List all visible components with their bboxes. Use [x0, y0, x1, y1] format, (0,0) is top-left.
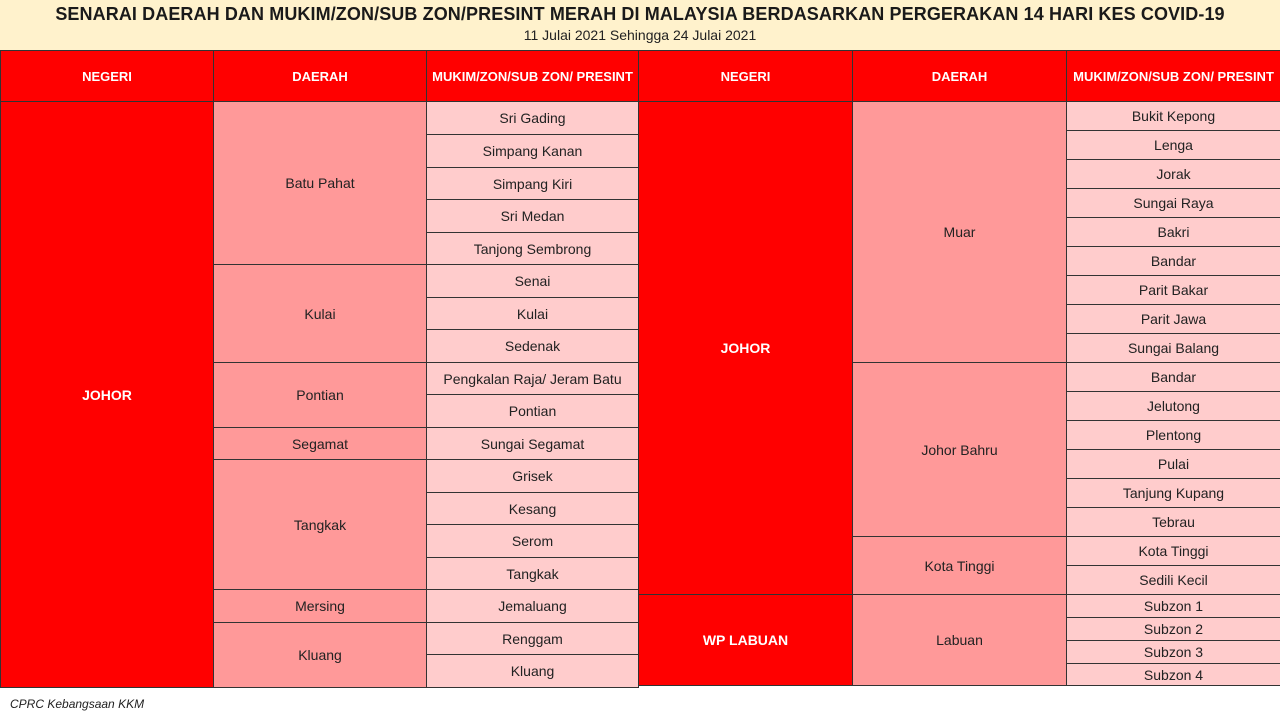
- mukim-cell: Parit Bakar: [1067, 276, 1280, 305]
- mukim-cell: Subzon 4: [1067, 664, 1280, 686]
- daerah-cell: Tangkak: [214, 460, 427, 590]
- mukim-cell: Kluang: [427, 655, 639, 688]
- header-negeri: NEGERI: [1, 51, 214, 102]
- mukim-cell: Bandar: [1067, 247, 1280, 276]
- mukim-cell: Tanjung Kupang: [1067, 479, 1280, 508]
- daerah-cell: Batu Pahat: [214, 102, 427, 265]
- mukim-cell: Kota Tinggi: [1067, 537, 1280, 566]
- header-negeri: NEGERI: [639, 51, 853, 102]
- mukim-cell: Jemaluang: [427, 590, 639, 623]
- mukim-cell: Pontian: [427, 395, 639, 428]
- daerah-cell: Segamat: [214, 428, 427, 460]
- mukim-cell: Kesang: [427, 493, 639, 525]
- date-range: 11 Julai 2021 Sehingga 24 Julai 2021: [523, 27, 757, 43]
- negeri-cell: JOHOR: [639, 102, 853, 595]
- mukim-cell: Jelutong: [1067, 392, 1280, 421]
- daerah-cell: Kluang: [214, 623, 427, 688]
- table-row: [1, 102, 639, 135]
- table-row: [639, 595, 1280, 618]
- daerah-cell: Mersing: [214, 590, 427, 623]
- mukim-cell: Plentong: [1067, 421, 1280, 450]
- table-row: [639, 102, 1280, 131]
- mukim-cell: Sungai Raya: [1067, 189, 1280, 218]
- negeri-cell: JOHOR: [1, 102, 214, 688]
- header-mukim: MUKIM/ZON/SUB ZON/ PRESINT: [427, 51, 639, 102]
- daerah-cell: Johor Bahru: [853, 363, 1067, 537]
- page-title: SENARAI DAERAH DAN MUKIM/ZON/SUB ZON/PRESINT MERAH DI MALAYSIA BERDASARKAN PERGERAKAN 14 HARI KES COVID-19: [55, 4, 1225, 24]
- mukim-cell: Kulai: [427, 298, 639, 330]
- mukim-cell: Pulai: [1067, 450, 1280, 479]
- mukim-cell: Subzon 2: [1067, 618, 1280, 641]
- header-daerah: DAERAH: [214, 51, 427, 102]
- mukim-cell: Bandar: [1067, 363, 1280, 392]
- mukim-cell: Tanjong Sembrong: [427, 233, 639, 265]
- mukim-cell: Sri Gading: [427, 102, 639, 135]
- mukim-cell: Lenga: [1067, 131, 1280, 160]
- mukim-cell: Subzon 1: [1067, 595, 1280, 618]
- daerah-cell: Labuan: [853, 595, 1067, 686]
- header-row: [639, 51, 1280, 102]
- mukim-cell: Senai: [427, 265, 639, 298]
- source-credit: CPRC Kebangsaan KKM: [10, 697, 145, 711]
- mukim-cell: Parit Jawa: [1067, 305, 1280, 334]
- title-banner: [0, 0, 1280, 50]
- mukim-cell: Sungai Segamat: [427, 428, 639, 460]
- right-table: [638, 50, 1280, 686]
- mukim-cell: Pengkalan Raja/ Jeram Batu: [427, 363, 639, 395]
- left-table: [0, 50, 639, 688]
- daerah-cell: Muar: [853, 102, 1067, 363]
- mukim-cell: Bukit Kepong: [1067, 102, 1280, 131]
- daerah-cell: Kulai: [214, 265, 427, 363]
- mukim-cell: Sedili Kecil: [1067, 566, 1280, 595]
- mukim-cell: Bakri: [1067, 218, 1280, 247]
- mukim-cell: Subzon 3: [1067, 641, 1280, 664]
- mukim-cell: Tangkak: [427, 558, 639, 590]
- mukim-cell: Sri Medan: [427, 200, 639, 233]
- mukim-cell: Tebrau: [1067, 508, 1280, 537]
- mukim-cell: Sungai Balang: [1067, 334, 1280, 363]
- header-daerah: DAERAH: [853, 51, 1067, 102]
- daerah-cell: Kota Tinggi: [853, 537, 1067, 595]
- mukim-cell: Grisek: [427, 460, 639, 493]
- mukim-cell: Sedenak: [427, 330, 639, 363]
- mukim-cell: Renggam: [427, 623, 639, 655]
- header-row: [1, 51, 639, 102]
- negeri-cell: WP LABUAN: [639, 595, 853, 686]
- mukim-cell: Simpang Kiri: [427, 168, 639, 200]
- header-mukim: MUKIM/ZON/SUB ZON/ PRESINT: [1067, 51, 1280, 102]
- mukim-cell: Serom: [427, 525, 639, 558]
- mukim-cell: Jorak: [1067, 160, 1280, 189]
- daerah-cell: Pontian: [214, 363, 427, 428]
- mukim-cell: Simpang Kanan: [427, 135, 639, 168]
